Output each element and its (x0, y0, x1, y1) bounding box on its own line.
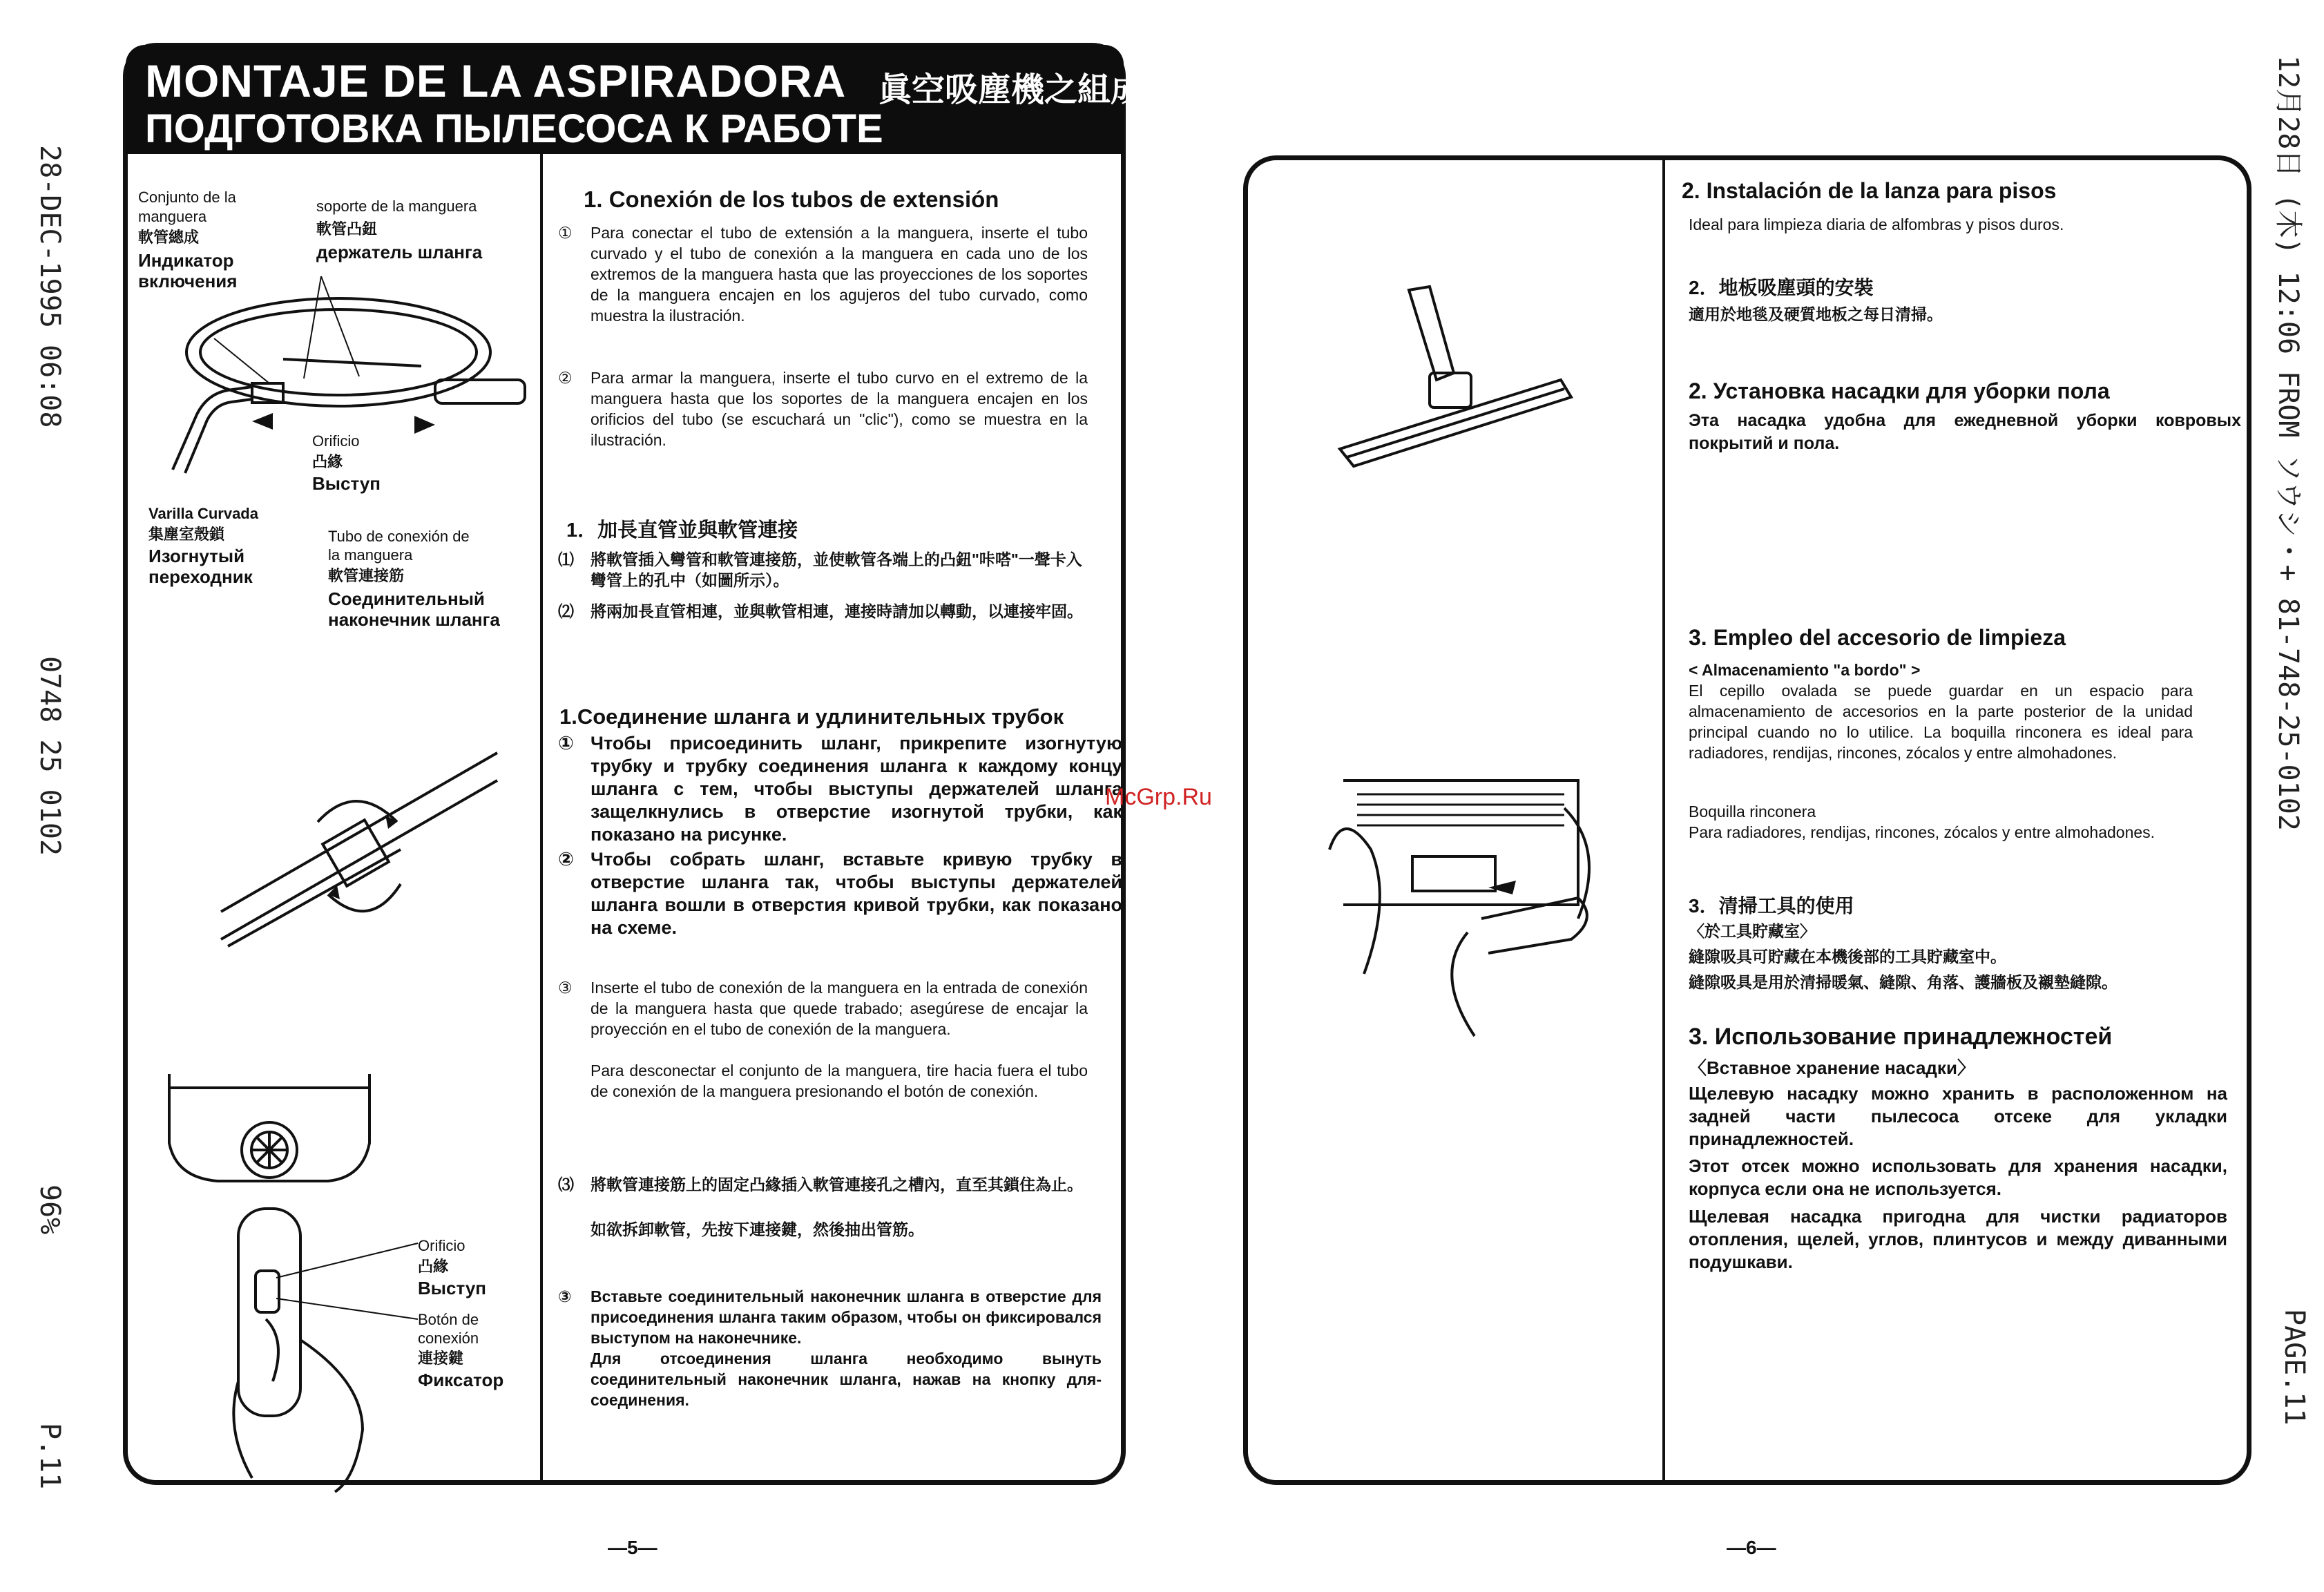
accessory-storage-illustration (1316, 767, 1620, 1043)
sec2-es-title: 2. Instalación de la lanza para pisos (1682, 178, 2057, 203)
hose-assembly-illustration (131, 262, 546, 483)
sec1-ru-p1-number: ① (558, 733, 574, 754)
label-hose-ru: Индикатор (138, 250, 234, 271)
sec3-es-sub: < Almacenamiento "a bordo" > (1689, 661, 1921, 679)
label-support-ru: держатель шланга (316, 242, 483, 262)
label-tube-cn: 軟管連接筋 (328, 567, 405, 584)
fax-page-left: P.11 (34, 1423, 66, 1490)
label-tube-ru2: наконечник шланга (328, 609, 500, 630)
label-wand-cn: 集塵室殼鎖 (148, 526, 225, 543)
label-wand-ru: Изогнутый (148, 546, 245, 566)
sec3-es-title: 3. Empleo del accesorio de limpieza (1689, 625, 2066, 650)
sec1-es-p3-number: ③ (558, 979, 573, 997)
sec1-cn-p3-number: ⑶ (558, 1176, 574, 1193)
sec2-ru-title: 2. Установка насадки для уборки пола (1689, 378, 2110, 403)
sec1-ru-p1: Чтобы присоединить шланг, прикрепите изогнутую трубку и трубку соединения шланга к каждому концу шланга с тем, чтобы выступы держателей шланга защелкнулись в отверстие изогнутой трубки, как показано на рисунке. (590, 733, 1122, 845)
sec1-cn-p3b: 如欲拆卸軟管，先按下連接鍵，然後抽出管筋。 (590, 1220, 924, 1238)
sec1-es-p3: Inserte el tubo de conexión de la manguera en la entrada de conexión de la manguera hasta que quede trabado; asegúrese de encajar la proyección en el tubo de conexión de la manguera. (590, 979, 1088, 1038)
sec1-cn-title: 1．加長直管並與軟管連接 (566, 519, 798, 541)
sec1-ru-p2-number: ② (558, 849, 574, 870)
extension-tubes-illustration (207, 739, 511, 960)
fax-page-right: PAGE.11 (2278, 1309, 2310, 1426)
label-support-es: soporte de la manguera (316, 198, 477, 215)
sec2-cn-text: 適用於地毯及硬質地板之每日清掃。 (1689, 305, 1943, 323)
title-russian: ПОДГОТОВКА ПЫЛЕСОСА К РАБОТЕ (145, 106, 883, 151)
sec3-cn-text2: 縫隙吸具是用於清掃暖氣、縫隙、角落、護牆板及襯墊縫隙。 (1689, 973, 2117, 991)
label-fig4-hole-ru: Выступ (418, 1278, 486, 1298)
sec3-ru-sub: 〈Вставное хранение насадки〉 (1689, 1057, 1975, 1078)
label-fig4-hole-cn: 凸緣 (418, 1258, 449, 1275)
sec1-cn-p1-number: ⑴ (558, 550, 574, 568)
label-hose-ru2: включения (138, 271, 238, 291)
sec3-ru-text1: Щелевую насадку можно хранить в расположенном на задней части пылесоса отсеке для укладки принадлежностей. (1689, 1083, 2227, 1149)
label-wand-es: Varilla Curvada (148, 505, 258, 522)
sec1-ru-p2: Чтобы собрать шланг, вставьте кривую трубку в отверстие шланга так, чтобы выступы держателей шланга вошли в отверстия кривой трубки, как показано на схеме. (590, 849, 1122, 938)
label-hose-es: Conjunto de la (138, 189, 236, 206)
label-fig4-hole-es: Orificio (418, 1237, 465, 1254)
sec3-es-text2: Para radiadores, rendijas, rincones, zócalos y entre almohadones. (1689, 823, 2155, 841)
sec1-es-p3b: Para desconectar el conjunto de la manguera, tire hacia fuera el tubo de conexión de la manguera presionando el botón de conexión. (590, 1062, 1088, 1100)
sec3-cn-sub: 〈於工具貯藏室〉 (1689, 922, 1816, 940)
sec1-cn-p2: 將兩加長直管相連，並與軟管相連，連接時請加以轉動，以連接牢固。 (590, 602, 1083, 620)
label-hole-cn: 凸緣 (312, 453, 343, 470)
fax-scale: 96% (34, 1185, 66, 1235)
title-spanish: MONTAJE DE LA ASPIRADORA (145, 55, 847, 106)
label-fig4-button-cn: 連接鍵 (418, 1350, 464, 1367)
sec1-ru-p3-number: ③ (558, 1287, 572, 1305)
label-fig4-button-es2: conexión (418, 1330, 479, 1347)
sec1-es-p2: Para armar la manguera, inserte el tubo curvo en el extremo de la manguera hasta que los soportes de la manguera encajen en los orificios del tubo (se escuchará un "clic"), como se muestra en la ilustración. (590, 369, 1088, 449)
sec3-ru-title: 3. Использование принадлежностей (1689, 1024, 2113, 1050)
sec3-es-text: El cepillo ovalada se puede guardar en un espacio para almacenamiento de accesorios en la parte posterior de la unidad principal cuando no lo utilice. La boquilla rinconera es ideal para radiadores, rendijas, rincones, zócalos y entre almohadones. (1689, 682, 2193, 762)
sec1-ru-p3: Вставьте соединительный наконечник шланга в отверстие для присоединения шланга таким образом, чтобы он фиксировался выступом на наконечнике. (590, 1287, 1102, 1347)
sec1-ru-title: 1.Соединение шланга и удлинительных трубок (559, 704, 1064, 729)
title-bar (126, 45, 1144, 154)
hand-button-illustration (224, 1202, 432, 1492)
fax-header-line: 12月28日 (木) 12:06 FROM ソウシ・+ 81-748-25-0102 (2272, 55, 2304, 831)
sec1-cn-p3: 將軟管連接筋上的固定凸緣插入軟管連接孔之槽內，直至其鎖住為止。 (590, 1176, 1083, 1193)
sec1-es-title: 1. Conexión de los tubos de extensión (584, 186, 999, 212)
right-page-divider (1662, 158, 1665, 1482)
label-tube-es: Tubo de conexión de (328, 528, 470, 545)
label-wand-ru2: переходник (148, 566, 253, 587)
sec3-ru-text3: Щелевая насадка пригодна для чистки радиаторов отопления, щелей, углов, плинтусов и между диванными подушкави. (1689, 1206, 2227, 1272)
fax-date-time: 28-DEC-1995 06:08 (34, 145, 66, 428)
sec1-es-p1-number: ① (558, 224, 573, 242)
sec3-es-sub2: Boquilla rinconera (1689, 803, 1816, 821)
hose-inlet-illustration (162, 1067, 376, 1185)
floor-nozzle-illustration (1333, 276, 1582, 470)
label-hose-es2: manguera (138, 208, 207, 225)
title-chinese: 眞空吸塵機之組成 (878, 72, 1144, 108)
watermark: McGrp.Ru (1105, 784, 1212, 810)
label-hole-es: Orificio (312, 432, 360, 450)
sec2-ru-text: Эта насадка удобна для ежедневной уборки ковровых покрытий и пола. (1689, 411, 2241, 453)
sec1-es-p1: Para conectar el tubo de extensión a la manguera, inserte el tubo curvado y el tubo de conexión a la manguera en cada uno de los extremos de la manguera hasta que las proyecciones de los soportes de la manguera encajen en los agujeros del tubo curvado, como muestra la ilustración. (590, 224, 1088, 325)
sec3-ru-text2: Этот отсек можно использовать для хранения насадки, корпуса если она не используется. (1689, 1155, 2227, 1199)
label-hole-ru: Выступ (312, 473, 381, 494)
sec1-es-p2-number: ② (558, 369, 573, 387)
sec3-cn-text1: 縫隙吸具可貯藏在本機後部的工具貯藏室中。 (1689, 948, 2006, 966)
sec2-cn-title: 2．地板吸塵頭的安裝 (1689, 277, 1874, 298)
right-page-number: —6— (1727, 1537, 1776, 1558)
left-page-number: —5— (608, 1537, 657, 1558)
sec2-es-text: Ideal para limpieza diaria de alfombras y pisos duros. (1689, 215, 2064, 233)
fax-number: 0748 25 0102 (34, 656, 66, 856)
label-hose-cn: 軟管總成 (138, 229, 200, 246)
label-fig4-button-es: Botón de (418, 1311, 479, 1328)
sec1-ru-p3b: Для отсоединения шланга необходимо вынуть соединительный наконечник шланга, нажав на кнопку для-соединения. (590, 1350, 1102, 1409)
sec1-cn-p2-number: ⑵ (558, 602, 574, 620)
sec3-cn-title: 3．清掃工具的使用 (1689, 895, 1854, 917)
label-tube-es2: la manguera (328, 546, 413, 564)
sec1-cn-p1: 將軟管插入彎管和軟管連接筋，並使軟管各端上的凸鈕"咔嗒"一聲卡入彎管上的孔中（如圖所示）。 (590, 550, 1082, 589)
label-support-cn: 軟管凸鈕 (316, 220, 378, 238)
label-tube-ru: Соединительный (328, 588, 485, 609)
label-fig4-button-ru: Фиксатор (418, 1370, 504, 1390)
